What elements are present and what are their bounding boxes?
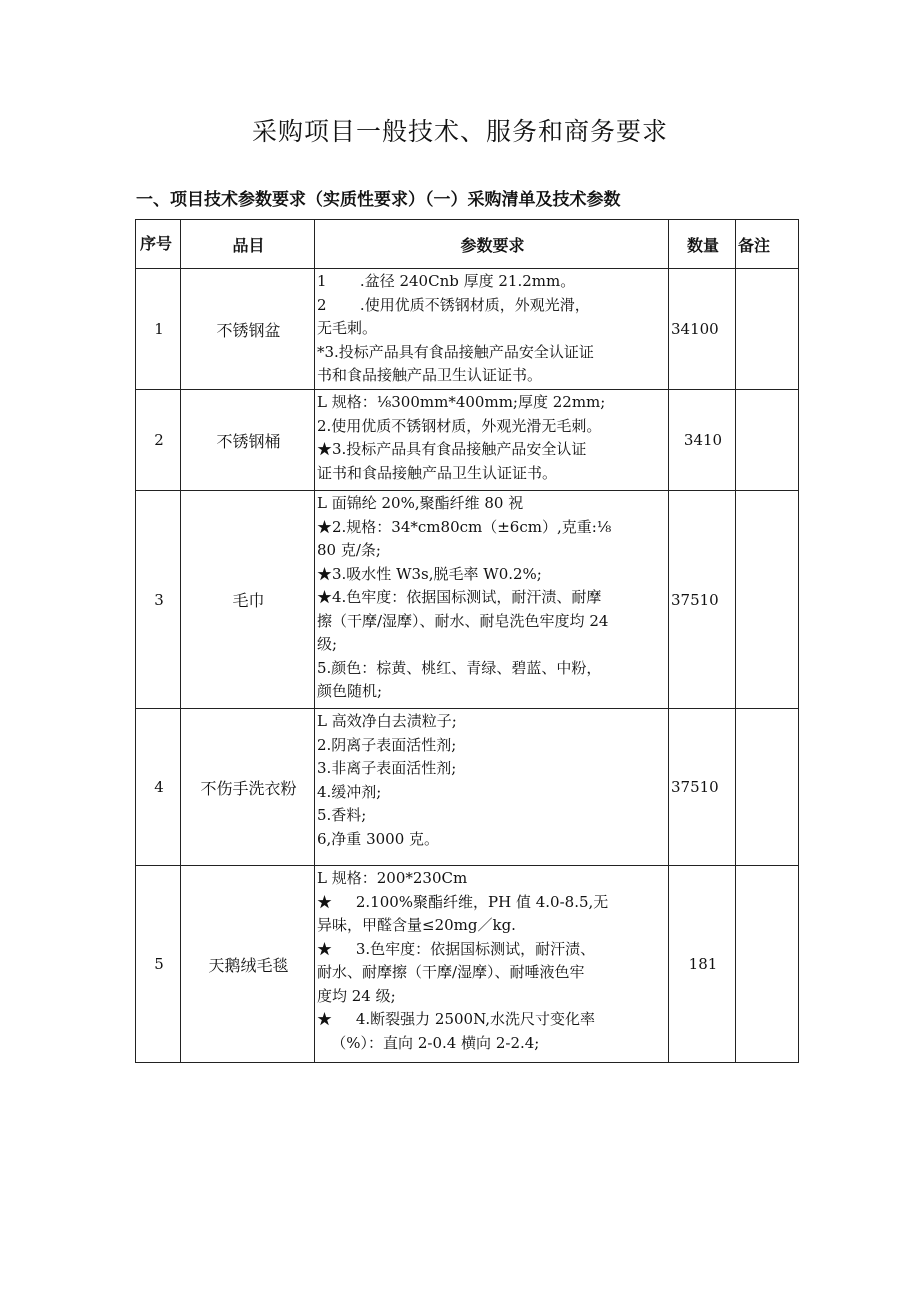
param-line: （%）：直向 2-0.4 横向 2-2.4; xyxy=(317,1033,540,1052)
table-row xyxy=(136,269,799,390)
row-params xyxy=(315,866,669,1063)
param-line: ★ 2.100%聚酯纤维，PH 值 4.0-8.5,无 xyxy=(317,892,609,911)
param-line: 5.颜色：棕黄、桃红、青绿、碧蓝、中粉， xyxy=(317,658,602,677)
row-params xyxy=(315,491,669,709)
param-line: 耐水、耐摩擦（干摩/湿摩）、耐唾液色牢 xyxy=(317,963,585,981)
header-remark: 备注 xyxy=(736,220,799,269)
param-line: L 高效净白去渍粒子; xyxy=(317,712,457,730)
row-params xyxy=(315,390,669,491)
row-remark xyxy=(736,866,799,1063)
header-params: 参数要求 xyxy=(315,220,669,269)
row-remark xyxy=(736,709,799,866)
row-item: 不锈钢桶 xyxy=(181,390,315,491)
param-line: 无毛刺。 xyxy=(317,319,378,337)
header-item: 品目 xyxy=(181,220,315,269)
row-seq: 5 xyxy=(136,866,181,1063)
param-line: 2.使用优质不锈钢材质，外观光滑无毛刺。 xyxy=(317,416,602,435)
header-qty: 数量 xyxy=(669,220,736,269)
document-title: 采购项目一般技术、服务和商务要求 xyxy=(251,117,668,146)
row-qty: 181 xyxy=(669,866,736,1063)
table-row xyxy=(136,866,799,1063)
param-line: 度均 24 级; xyxy=(317,986,396,1005)
table-row xyxy=(136,390,799,491)
row-params xyxy=(315,269,669,390)
row-item: 不锈钢盆 xyxy=(181,269,315,390)
table-row xyxy=(136,491,799,709)
param-line: 书和食品接触产品卫生认证证书。 xyxy=(317,366,543,384)
row-params xyxy=(315,709,669,866)
param-line: 颜色随机; xyxy=(317,682,383,700)
param-line: ★4.色牢度：依据国标测试，耐汗渍、耐摩 xyxy=(317,588,602,606)
row-seq: 3 xyxy=(136,491,181,709)
param-line: ★3.吸水性 W3s,脱毛率 W0.2%; xyxy=(317,564,542,583)
row-qty: 34100 xyxy=(669,269,736,390)
param-line: ★2.规格：34*cm80cm（±6cm）,克重:⅛ xyxy=(317,517,612,536)
row-seq: 2 xyxy=(136,390,181,491)
row-remark xyxy=(736,390,799,491)
row-qty: 3410 xyxy=(669,390,736,491)
param-line: *3.投标产品具有食品接触产品安全认证证 xyxy=(317,342,594,361)
row-seq: 4 xyxy=(136,709,181,866)
param-line: 1 .盆径 240Cnb 厚度 21.2mm。 xyxy=(317,272,576,290)
param-line: 80 克/条; xyxy=(317,541,381,559)
param-line: L 规格：⅛300mm*400mm;厚度 22mm; xyxy=(317,393,606,411)
param-line: 证书和食品接触产品卫生认证证书。 xyxy=(317,463,558,482)
param-line: 擦（干摩/湿摩）、耐水、耐皂洗色牢度均 24 xyxy=(317,611,609,630)
param-line: L 规格：200*230Cm xyxy=(317,869,468,887)
procurement-table xyxy=(135,219,799,1063)
param-line: 5.香料; xyxy=(317,806,367,824)
param-line: 2.阴离子表面活性剂; xyxy=(317,735,457,754)
table-row xyxy=(136,709,799,866)
param-line: 6,净重 3000 克。 xyxy=(317,829,440,848)
row-item: 毛巾 xyxy=(181,491,315,709)
row-remark xyxy=(736,491,799,709)
param-line: ★3.投标产品具有食品接触产品安全认证 xyxy=(317,440,587,458)
section-heading: 一、项目技术参数要求（实质性要求）（一）采购清单及技术参数 xyxy=(136,190,621,210)
row-remark xyxy=(736,269,799,390)
table-header-row xyxy=(136,220,799,269)
param-line: 4.缓冲剂; xyxy=(317,782,382,801)
row-qty: 37510 xyxy=(669,491,736,709)
row-qty: 37510 xyxy=(669,709,736,866)
param-line: ★ 4.断裂强力 2500N,水洗尺寸变化率 xyxy=(317,1010,596,1028)
row-seq: 1 xyxy=(136,269,181,390)
row-item: 天鹅绒毛毯 xyxy=(181,866,315,1063)
param-line: ★ 3.色牢度：依据国标测试，耐汗渍、 xyxy=(317,939,596,958)
param-line: 级; xyxy=(317,635,338,653)
header-seq: 序号 xyxy=(136,220,181,269)
param-line: 2 .使用优质不锈钢材质，外观光滑， xyxy=(317,295,590,314)
param-line: 异味，甲醛含量≤20mg／kg. xyxy=(317,916,516,934)
param-line: 3.非离子表面活性剂; xyxy=(317,759,457,777)
param-line: L 面锦纶 20%,聚酯纤维 80 祝 xyxy=(317,494,524,512)
row-item: 不伤手洗衣粉 xyxy=(181,709,315,866)
